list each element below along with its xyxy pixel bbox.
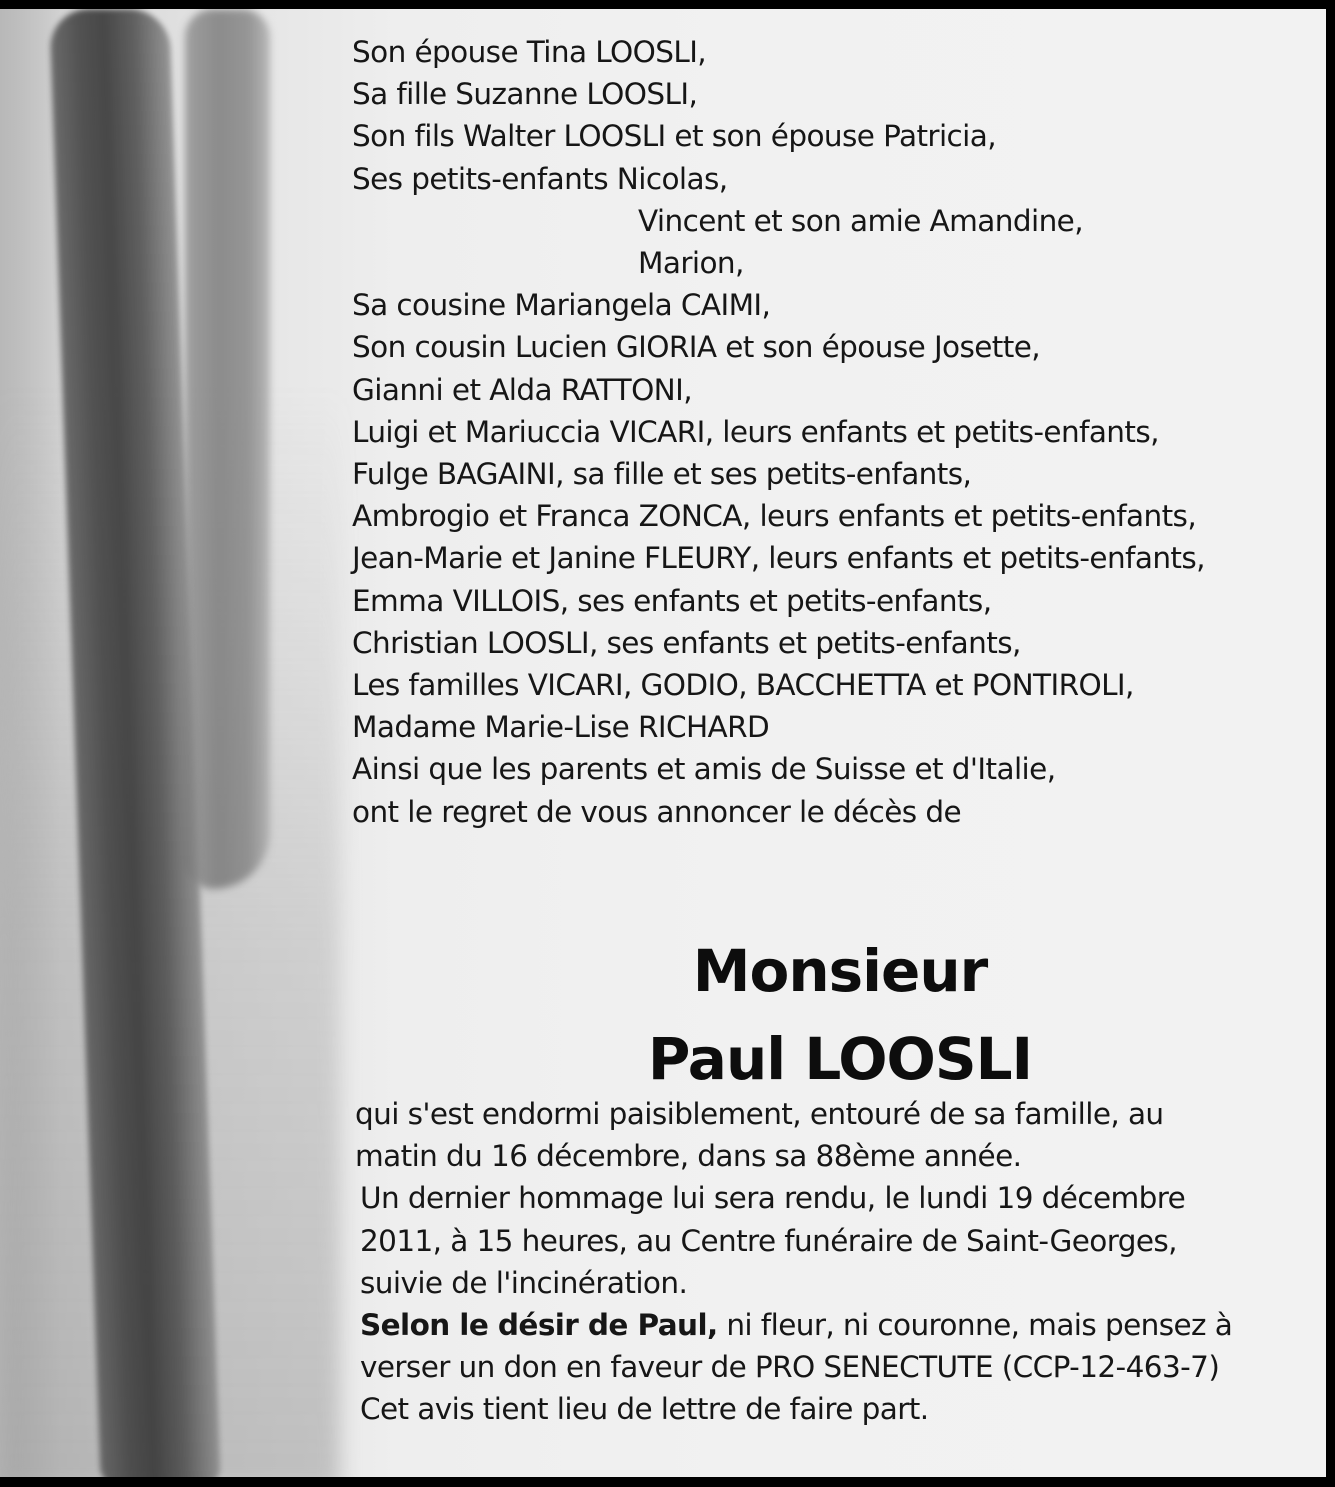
body-line: qui s'est endormi paisiblement, entouré de sa famille, au: [355, 1097, 1164, 1131]
family-line: Marion,: [638, 246, 744, 281]
family-line: Christian LOOSLI, ses enfants et petits-enfants,: [352, 625, 1021, 660]
family-line: Ses petits-enfants Nicolas,: [352, 161, 728, 196]
family-line: Sa fille Suzanne LOOSLI,: [352, 77, 698, 112]
body-line: verser un don en faveur de PRO SENECTUTE (CCP-12-463-7): [360, 1350, 1220, 1385]
body-line: matin du 16 décembre, dans sa 88ème année.: [355, 1139, 1022, 1174]
body-line: 2011, à 15 heures, au Centre funéraire de Saint-Georges,: [360, 1223, 1177, 1258]
family-line: Jean-Marie et Janine FLEURY, leurs enfants et petits-enfants,: [352, 541, 1205, 576]
body-line: Un dernier hommage lui sera rendu, le lundi 19 décembre: [360, 1181, 1186, 1216]
family-line: Gianni et Alda RATTONI,: [352, 372, 693, 407]
family-line: Les familles VICARI, GODIO, BACCHETTA et PONTIROLI,: [352, 668, 1134, 703]
family-line: Madame Marie-Lise RICHARD: [352, 710, 770, 745]
body-line: suivie de l'incinération.: [360, 1265, 688, 1300]
family-line: Emma VILLOIS, ses enfants et petits-enfants,: [352, 583, 992, 618]
family-line: Vincent et son amie Amandine,: [638, 203, 1083, 238]
deceased-name: Paul LOOSLI: [647, 1025, 1033, 1093]
deceased-title: [560, 927, 1120, 1103]
honorific: Monsieur: [692, 937, 988, 1005]
wish-emphasis: Selon le désir de Paul,: [360, 1308, 718, 1343]
background-tree-trunk-rear: [185, 9, 270, 889]
family-line: Son cousin Lucien GIORIA et son épouse Josette,: [352, 330, 1041, 365]
family-line: Fulge BAGAINI, sa fille et ses petits-enfants,: [352, 457, 972, 492]
body-line: Cet avis tient lieu de lettre de faire part.: [360, 1392, 929, 1427]
family-line: Sa cousine Mariangela CAIMI,: [352, 288, 771, 323]
family-line: Ambrogio et Franca ZONCA, leurs enfants et petits-enfants,: [352, 499, 1197, 534]
family-line: Luigi et Mariuccia VICARI, leurs enfants et petits-enfants,: [352, 414, 1159, 449]
body-line-wish: [355, 1304, 1315, 1346]
family-list: [352, 31, 1312, 833]
family-line: Son fils Walter LOOSLI et son épouse Patricia,: [352, 119, 997, 154]
wish-text: ni fleur, ni couronne, mais pensez à: [717, 1308, 1233, 1343]
family-line: Ainsi que les parents et amis de Suisse et d'Italie,: [352, 752, 1056, 787]
family-line: ont le regret de vous annoncer le décès de: [352, 794, 962, 829]
notice-body: [355, 1093, 1315, 1431]
family-line: Son épouse Tina LOOSLI,: [352, 35, 707, 69]
